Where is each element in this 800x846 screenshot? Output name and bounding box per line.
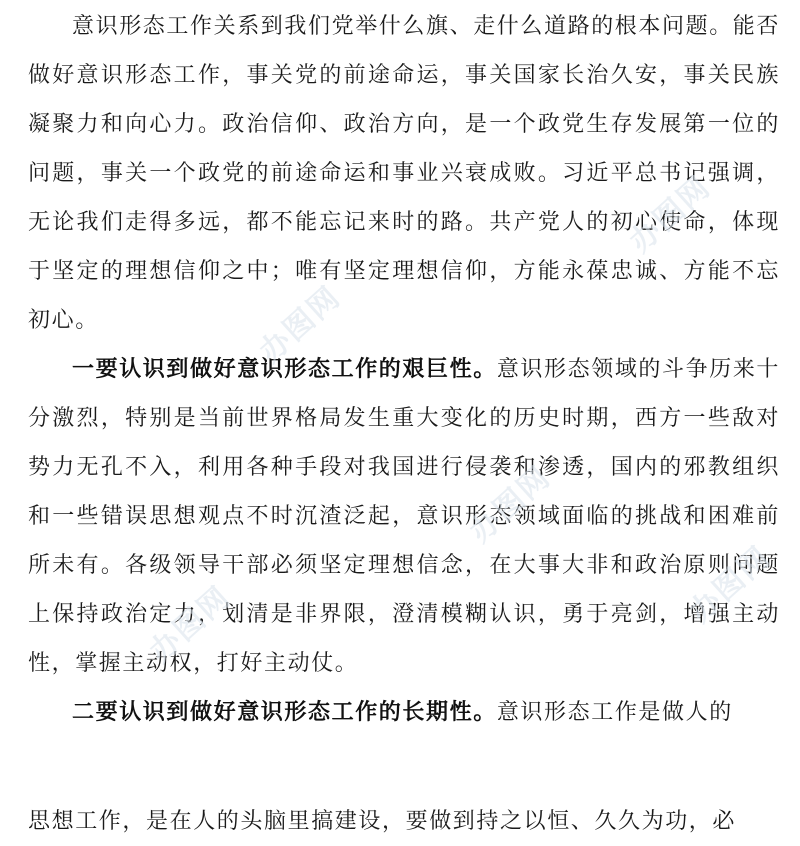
paragraph-intro-text: 意识形态工作关系到我们党举什么旗、走什么道路的根本问题。能否做好意识形态工作，事关党的前途命运，事关国家长治久安，事关民族凝聚力和向心力。政治信仰、政治方向，是一个政党生存发展第一位的问题，事关一个政党的前途命运和事业兴衰成败。习近平总书记强调，无论我们走得多远，都不能忘记来时的路。共产党人的初心使命，体现于坚定的理想信仰之中；唯有坚定理想信仰，方能永葆忠诚、方能不忘初心。: [28, 14, 781, 333]
paragraph-long-term-text: 意识形态工作是做人的: [496, 700, 733, 725]
paragraph-arduousness-text: 意识形态领域的斗争历来十分激烈，特别是当前世界格局发生重大变化的历史时期，西方一些敌对势力无孔不入，利用各种手段对我国进行侵袭和渗透，国内的邪教组织和一些错误思想观点不时沉渣泛起，意识形态领域面临的挑战和困难前所未有。各级领导干部必须坚定理想信念，在大事大非和政治原则问题上保持政治定力，划清是非界限，澄清模糊认识，勇于亮剑，增强主动性，掌握主动权，打好主动仗。: [28, 357, 781, 676]
watermark-stamp: 办图网: [462, 459, 558, 550]
paragraph-arduousness: [28, 345, 780, 688]
paragraph-intro: [28, 2, 780, 345]
page-break-gap: [28, 737, 780, 797]
paragraph-continuation: [28, 797, 780, 846]
paragraph-long-term: [28, 688, 780, 737]
watermark-stamp: 办图网: [682, 539, 778, 630]
watermark-stamp: 办图网: [142, 579, 238, 670]
watermark-stamp: 办图网: [622, 169, 718, 260]
paragraph-long-term-heading: 二要认识到做好意识形态工作的长期性。: [72, 699, 497, 725]
watermark-stamp: 办图网: [252, 279, 348, 370]
paragraph-arduousness-heading: 一要认识到做好意识形态工作的艰巨性。: [72, 356, 497, 382]
paragraph-continuation-text: 思想工作，是在人的头脑里搞建设，要做到持之以恒、久久为功，必: [28, 809, 737, 834]
document-body: [28, 2, 780, 846]
